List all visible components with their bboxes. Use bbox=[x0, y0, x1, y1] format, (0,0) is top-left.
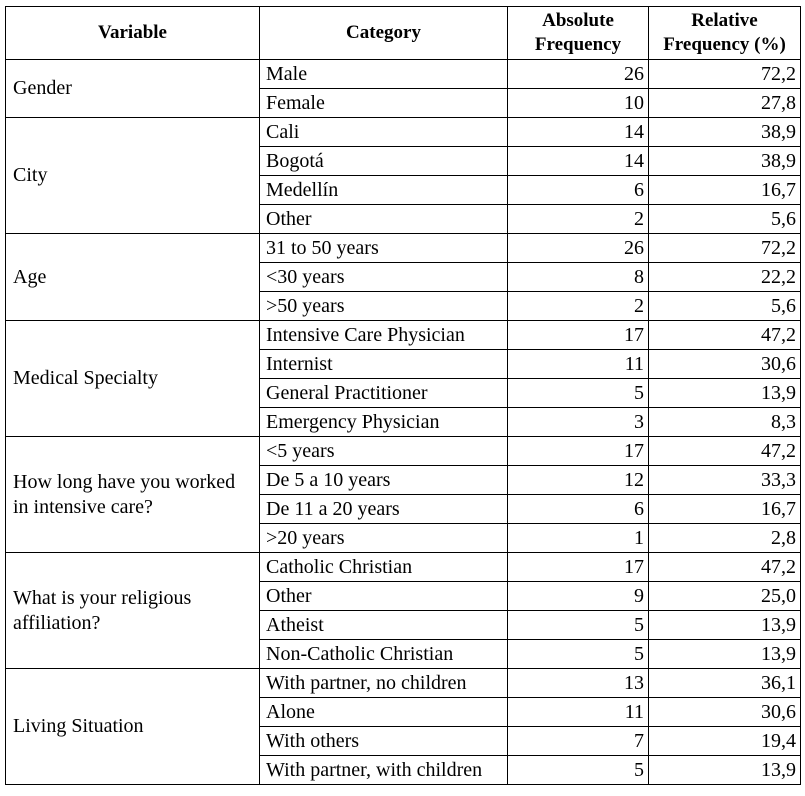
relative-frequency-cell: 19,4 bbox=[649, 727, 801, 756]
absolute-frequency-cell: 6 bbox=[508, 495, 649, 524]
table-header bbox=[6, 7, 801, 60]
header-absolute-frequency bbox=[508, 7, 649, 60]
relative-frequency-cell: 13,9 bbox=[649, 756, 801, 785]
header-relative-line2: Frequency (%) bbox=[663, 34, 786, 55]
table-row bbox=[6, 234, 801, 263]
absolute-frequency-cell: 5 bbox=[508, 379, 649, 408]
variable-cell: Gender bbox=[6, 60, 260, 118]
header-variable: Variable bbox=[6, 7, 260, 60]
table-row bbox=[6, 437, 801, 466]
category-cell: Female bbox=[260, 89, 508, 118]
category-cell: Alone bbox=[260, 698, 508, 727]
absolute-frequency-cell: 5 bbox=[508, 640, 649, 669]
table-row bbox=[6, 321, 801, 350]
relative-frequency-cell: 47,2 bbox=[649, 437, 801, 466]
category-cell: General Practitioner bbox=[260, 379, 508, 408]
relative-frequency-cell: 38,9 bbox=[649, 118, 801, 147]
absolute-frequency-cell: 2 bbox=[508, 292, 649, 321]
absolute-frequency-cell: 7 bbox=[508, 727, 649, 756]
absolute-frequency-cell: 17 bbox=[508, 321, 649, 350]
relative-frequency-cell: 30,6 bbox=[649, 350, 801, 379]
category-cell: Non-Catholic Christian bbox=[260, 640, 508, 669]
relative-frequency-cell: 30,6 bbox=[649, 698, 801, 727]
category-cell: Atheist bbox=[260, 611, 508, 640]
category-cell: Catholic Christian bbox=[260, 553, 508, 582]
category-cell: 31 to 50 years bbox=[260, 234, 508, 263]
absolute-frequency-cell: 11 bbox=[508, 350, 649, 379]
header-category: Category bbox=[260, 7, 508, 60]
relative-frequency-cell: 33,3 bbox=[649, 466, 801, 495]
relative-frequency-cell: 8,3 bbox=[649, 408, 801, 437]
category-cell: With partner, with children bbox=[260, 756, 508, 785]
absolute-frequency-cell: 12 bbox=[508, 466, 649, 495]
category-cell: With partner, no children bbox=[260, 669, 508, 698]
header-relative-frequency bbox=[649, 7, 801, 60]
variable-cell: Medical Specialty bbox=[6, 321, 260, 437]
absolute-frequency-cell: 2 bbox=[508, 205, 649, 234]
relative-frequency-cell: 47,2 bbox=[649, 321, 801, 350]
category-cell: >20 years bbox=[260, 524, 508, 553]
variable-cell: City bbox=[6, 118, 260, 234]
table-row bbox=[6, 60, 801, 89]
absolute-frequency-cell: 5 bbox=[508, 611, 649, 640]
absolute-frequency-cell: 3 bbox=[508, 408, 649, 437]
category-cell: De 5 a 10 years bbox=[260, 466, 508, 495]
category-cell: Other bbox=[260, 582, 508, 611]
category-cell: Cali bbox=[260, 118, 508, 147]
relative-frequency-cell: 2,8 bbox=[649, 524, 801, 553]
relative-frequency-cell: 16,7 bbox=[649, 176, 801, 205]
table-row bbox=[6, 669, 801, 698]
absolute-frequency-cell: 5 bbox=[508, 756, 649, 785]
relative-frequency-cell: 16,7 bbox=[649, 495, 801, 524]
absolute-frequency-cell: 11 bbox=[508, 698, 649, 727]
relative-frequency-cell: 36,1 bbox=[649, 669, 801, 698]
variable-cell: What is your religious affiliation? bbox=[6, 553, 260, 669]
category-cell: De 11 a 20 years bbox=[260, 495, 508, 524]
category-cell: Bogotá bbox=[260, 147, 508, 176]
absolute-frequency-cell: 13 bbox=[508, 669, 649, 698]
absolute-frequency-cell: 14 bbox=[508, 147, 649, 176]
absolute-frequency-cell: 6 bbox=[508, 176, 649, 205]
absolute-frequency-cell: 14 bbox=[508, 118, 649, 147]
category-cell: Internist bbox=[260, 350, 508, 379]
absolute-frequency-cell: 9 bbox=[508, 582, 649, 611]
absolute-frequency-cell: 26 bbox=[508, 234, 649, 263]
header-absolute-line2: Frequency bbox=[534, 34, 622, 55]
absolute-frequency-cell: 8 bbox=[508, 263, 649, 292]
category-cell: With others bbox=[260, 727, 508, 756]
relative-frequency-cell: 47,2 bbox=[649, 553, 801, 582]
absolute-frequency-cell: 26 bbox=[508, 60, 649, 89]
table-row bbox=[6, 118, 801, 147]
frequency-table bbox=[5, 6, 801, 785]
header-row bbox=[6, 7, 801, 60]
variable-cell: Living Situation bbox=[6, 669, 260, 785]
relative-frequency-cell: 25,0 bbox=[649, 582, 801, 611]
category-cell: Emergency Physician bbox=[260, 408, 508, 437]
absolute-frequency-cell: 1 bbox=[508, 524, 649, 553]
category-cell: Male bbox=[260, 60, 508, 89]
header-absolute-line1: Absolute bbox=[542, 10, 614, 31]
category-cell: <30 years bbox=[260, 263, 508, 292]
relative-frequency-cell: 13,9 bbox=[649, 640, 801, 669]
category-cell: <5 years bbox=[260, 437, 508, 466]
category-cell: Other bbox=[260, 205, 508, 234]
relative-frequency-cell: 13,9 bbox=[649, 611, 801, 640]
relative-frequency-cell: 27,8 bbox=[649, 89, 801, 118]
relative-frequency-cell: 13,9 bbox=[649, 379, 801, 408]
relative-frequency-cell: 5,6 bbox=[649, 292, 801, 321]
absolute-frequency-cell: 17 bbox=[508, 437, 649, 466]
table-row bbox=[6, 553, 801, 582]
absolute-frequency-cell: 10 bbox=[508, 89, 649, 118]
relative-frequency-cell: 22,2 bbox=[649, 263, 801, 292]
variable-cell: How long have you worked in intensive care? bbox=[6, 437, 260, 553]
relative-frequency-cell: 72,2 bbox=[649, 234, 801, 263]
table-body bbox=[6, 60, 801, 785]
relative-frequency-cell: 72,2 bbox=[649, 60, 801, 89]
category-cell: Medellín bbox=[260, 176, 508, 205]
variable-cell: Age bbox=[6, 234, 260, 321]
category-cell: >50 years bbox=[260, 292, 508, 321]
relative-frequency-cell: 5,6 bbox=[649, 205, 801, 234]
relative-frequency-cell: 38,9 bbox=[649, 147, 801, 176]
category-cell: Intensive Care Physician bbox=[260, 321, 508, 350]
header-relative-line1: Relative bbox=[691, 10, 758, 31]
absolute-frequency-cell: 17 bbox=[508, 553, 649, 582]
